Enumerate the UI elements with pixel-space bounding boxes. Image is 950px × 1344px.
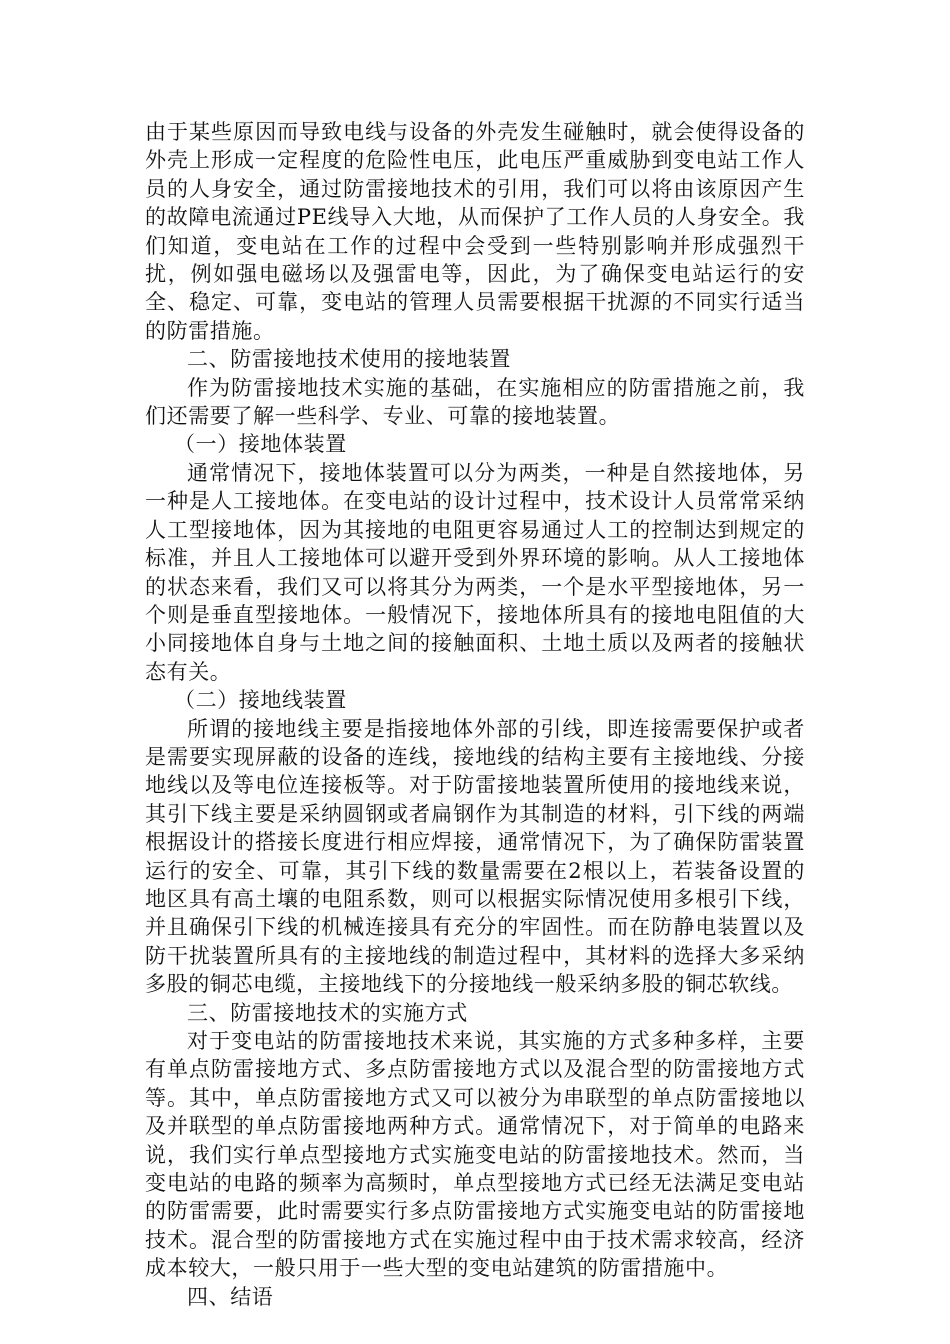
subsection-heading: （二）接地线装置 (174, 688, 347, 713)
section-heading: 三、防雷接地技术的实施方式 (187, 1000, 468, 1025)
body-paragraph: 对于变电站的防雷接地技术来说，其实施的方式多种多样，主要有单点防雷接地方式、多点防雷接地方式以及混合型的防雷接地方式等。其中，单点防雷接地方式又可以被分为串联型的单点防雷接地以及并联型的单点防雷接地两种方式。通常情况下，对于简单的电路来说，我们实行单点型接地方式实施变电站的防雷接地技术。然而，当变电站的电路的频率为高频时，单点型接地方式已经无法满足变电站的防雷需要，此时需要实行多点防雷接地方式实施变电站的防雷接地技术。混合型的防雷接地方式在实施过程中由于技术需求较高，经济成本较大，一般只用于一些大型的变电站建筑的防雷措施中。 (145, 1029, 805, 1281)
document-body (145, 118, 805, 1311)
body-paragraph: 通常情况下，接地体装置可以分为两类，一种是自然接地体，另一种是人工接地体。在变电站的设计过程中，技术设计人员常常采纳人工型接地体，因为其接地的电阻更容易通过人工的控制达到规定的标准，并且人工接地体可以避开受到外界环境的影响。从人工接地体的状态来看，我们又可以将其分为两类，一个是水平型接地体，另一个则是垂直型接地体。一般情况下，接地体所具有的接地电阻值的大小同接地体自身与土地之间的接触面积、土地土质以及两者的接触状态有关。 (145, 460, 805, 684)
subsection-heading: （一）接地体装置 (174, 432, 347, 457)
body-paragraph: 所谓的接地线主要是指接地体外部的引线，即连接需要保护或者是需要实现屏蔽的设备的连线，接地线的结构主要有主接地线、分接地线以及等电位连接板等。对于防雷接地装置所使用的接地线来说，其引下线主要是采纳圆钢或者扁钢作为其制造的材料，引下线的两端根据设计的搭接长度进行相应焊接，通常情况下，为了确保防雷装置运行的安全、可靠，其引下线的数量需要在2根以上，若装备设置的地区具有高土壤的电阻系数，则可以根据实际情况使用多根引下线，并且确保引下线的机械连接具有充分的牢固性。而在防静电装置以及防干扰装置所具有的主接地线的制造过程中，其材料的选择大多采纳多股的铜芯电缆，主接地线下的分接地线一般采纳多股的铜芯软线。 (145, 716, 805, 997)
section-heading: 二、防雷接地技术使用的接地装置 (187, 347, 511, 372)
section-heading: 四、结语 (187, 1284, 274, 1309)
body-paragraph: 作为防雷接地技术实施的基础，在实施相应的防雷措施之前，我们还需要了解一些科学、专业、可靠的接地装置。 (145, 375, 805, 429)
body-paragraph: 由于某些原因而导致电线与设备的外壳发生碰触时，就会使得设备的外壳上形成一定程度的危险性电压，此电压严重威胁到变电站工作人员的人身安全，通过防雷接地技术的引用，我们可以将由该原因产生的故障电流通过PE线导入大地，从而保护了工作人员的人身安全。我们知道，变电站在工作的过程中会受到一些特别影响并形成强烈干扰，例如强电磁场以及强雷电等，因此，为了确保变电站运行的安全、稳定、可靠，变电站的管理人员需要根据干扰源的不同实行适当的防雷措施。 (145, 120, 805, 343)
